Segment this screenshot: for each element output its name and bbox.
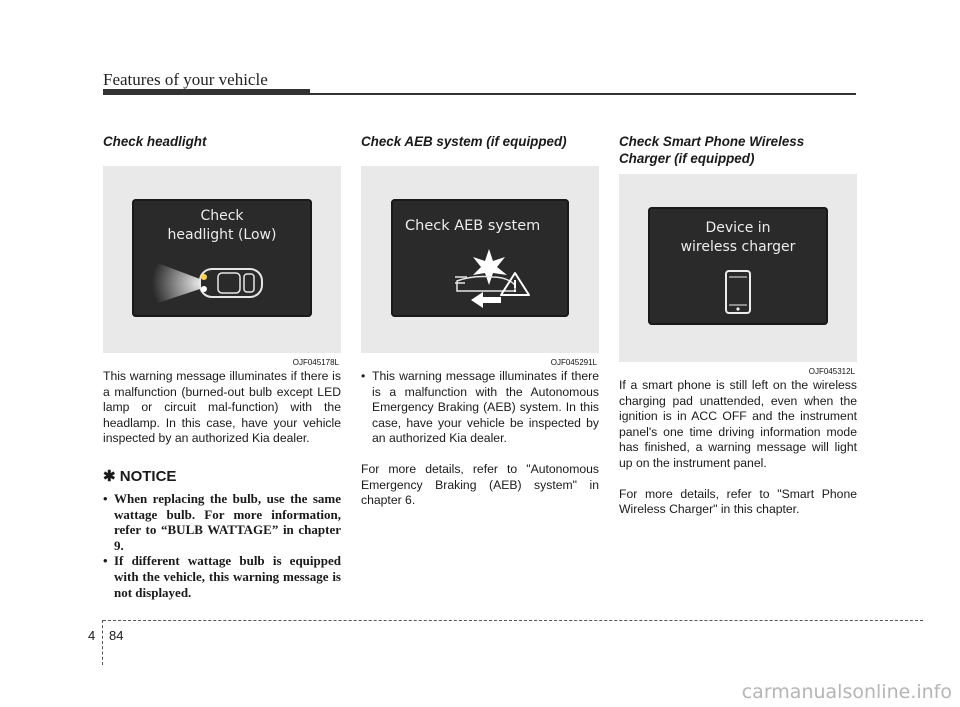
headlight-figure [103,166,341,367]
body-paragraph: If a smart phone is still left on the wireless charging pad unattended, even when the ignition is in ACC OFF and the instrument panel's one time driving information mode has finished, a warning message will light up on the instrument panel. [619,378,857,470]
notice-list [103,491,341,600]
bullet-item: • This warning message illuminates if there is a malfunction with the Autonomous Emergency Braking (AEB) system. In this case, have your vehicle be inspected by an authorized Kia dealer. [361,369,599,447]
cluster-display [391,199,569,317]
notice-title: NOTICE [119,467,177,485]
display-line-2: wireless charger [680,239,796,255]
aeb-figure [361,166,599,367]
figure-code: OJF045178L [292,358,339,367]
aeb-collision-icon [453,247,553,311]
car-headlight-icon [152,255,292,311]
display-line-1: Check AEB system [405,218,541,234]
bullet-list [361,369,599,447]
footer-rule [103,620,923,621]
notice-star-icon: ✱ [103,467,116,485]
body-paragraph: For more details, refer to "Autonomous Emergency Braking (AEB) system" in chapter 6. [361,461,599,508]
charger-figure [619,174,857,376]
page-header-title: Features of your vehicle [103,70,268,89]
watermark: carmanualsonline.info [741,681,952,703]
smartphone-icon [724,269,752,315]
footer-divider [102,620,103,665]
body-paragraph: This warning message illuminates if there is a malfunction (burned-out bulb except LED lamp or circuit mal-function) with the headlamp. In this case, have your vehicle inspected by an authorized Kia dealer. [103,369,341,446]
section-title: Check AEB system (if equipped) [361,134,567,149]
figure-code: OJF045312L [808,367,855,376]
notice-heading [103,467,341,485]
header-bar [103,89,310,95]
section-check-aeb [361,133,599,509]
cluster-display [648,207,828,325]
notice-item: • When replacing the bulb, use the same wattage bulb. For more information, refer to “BULB WATTAGE” in chapter 9. [103,491,341,553]
header-rule [310,93,856,95]
notice-item: • If different wattage bulb is equipped with the vehicle, this warning message is not displayed. [103,553,341,600]
chapter-number: 4 [88,628,96,643]
figure-code: OJF045291L [550,358,597,367]
section-check-headlight [103,133,341,600]
page-number: 84 [109,628,124,643]
display-line-1: Check [200,208,244,224]
display-line-2: headlight (Low) [167,227,277,243]
section-title: Check Smart Phone Wireless Charger (if equipped) [619,134,805,166]
display-line-1: Device in [705,220,771,236]
body-paragraph: For more details, refer to "Smart Phone Wireless Charger" in this chapter. [619,486,857,517]
section-check-wireless-charger [619,133,857,518]
section-title: Check headlight [103,134,207,149]
cluster-display [132,199,312,317]
